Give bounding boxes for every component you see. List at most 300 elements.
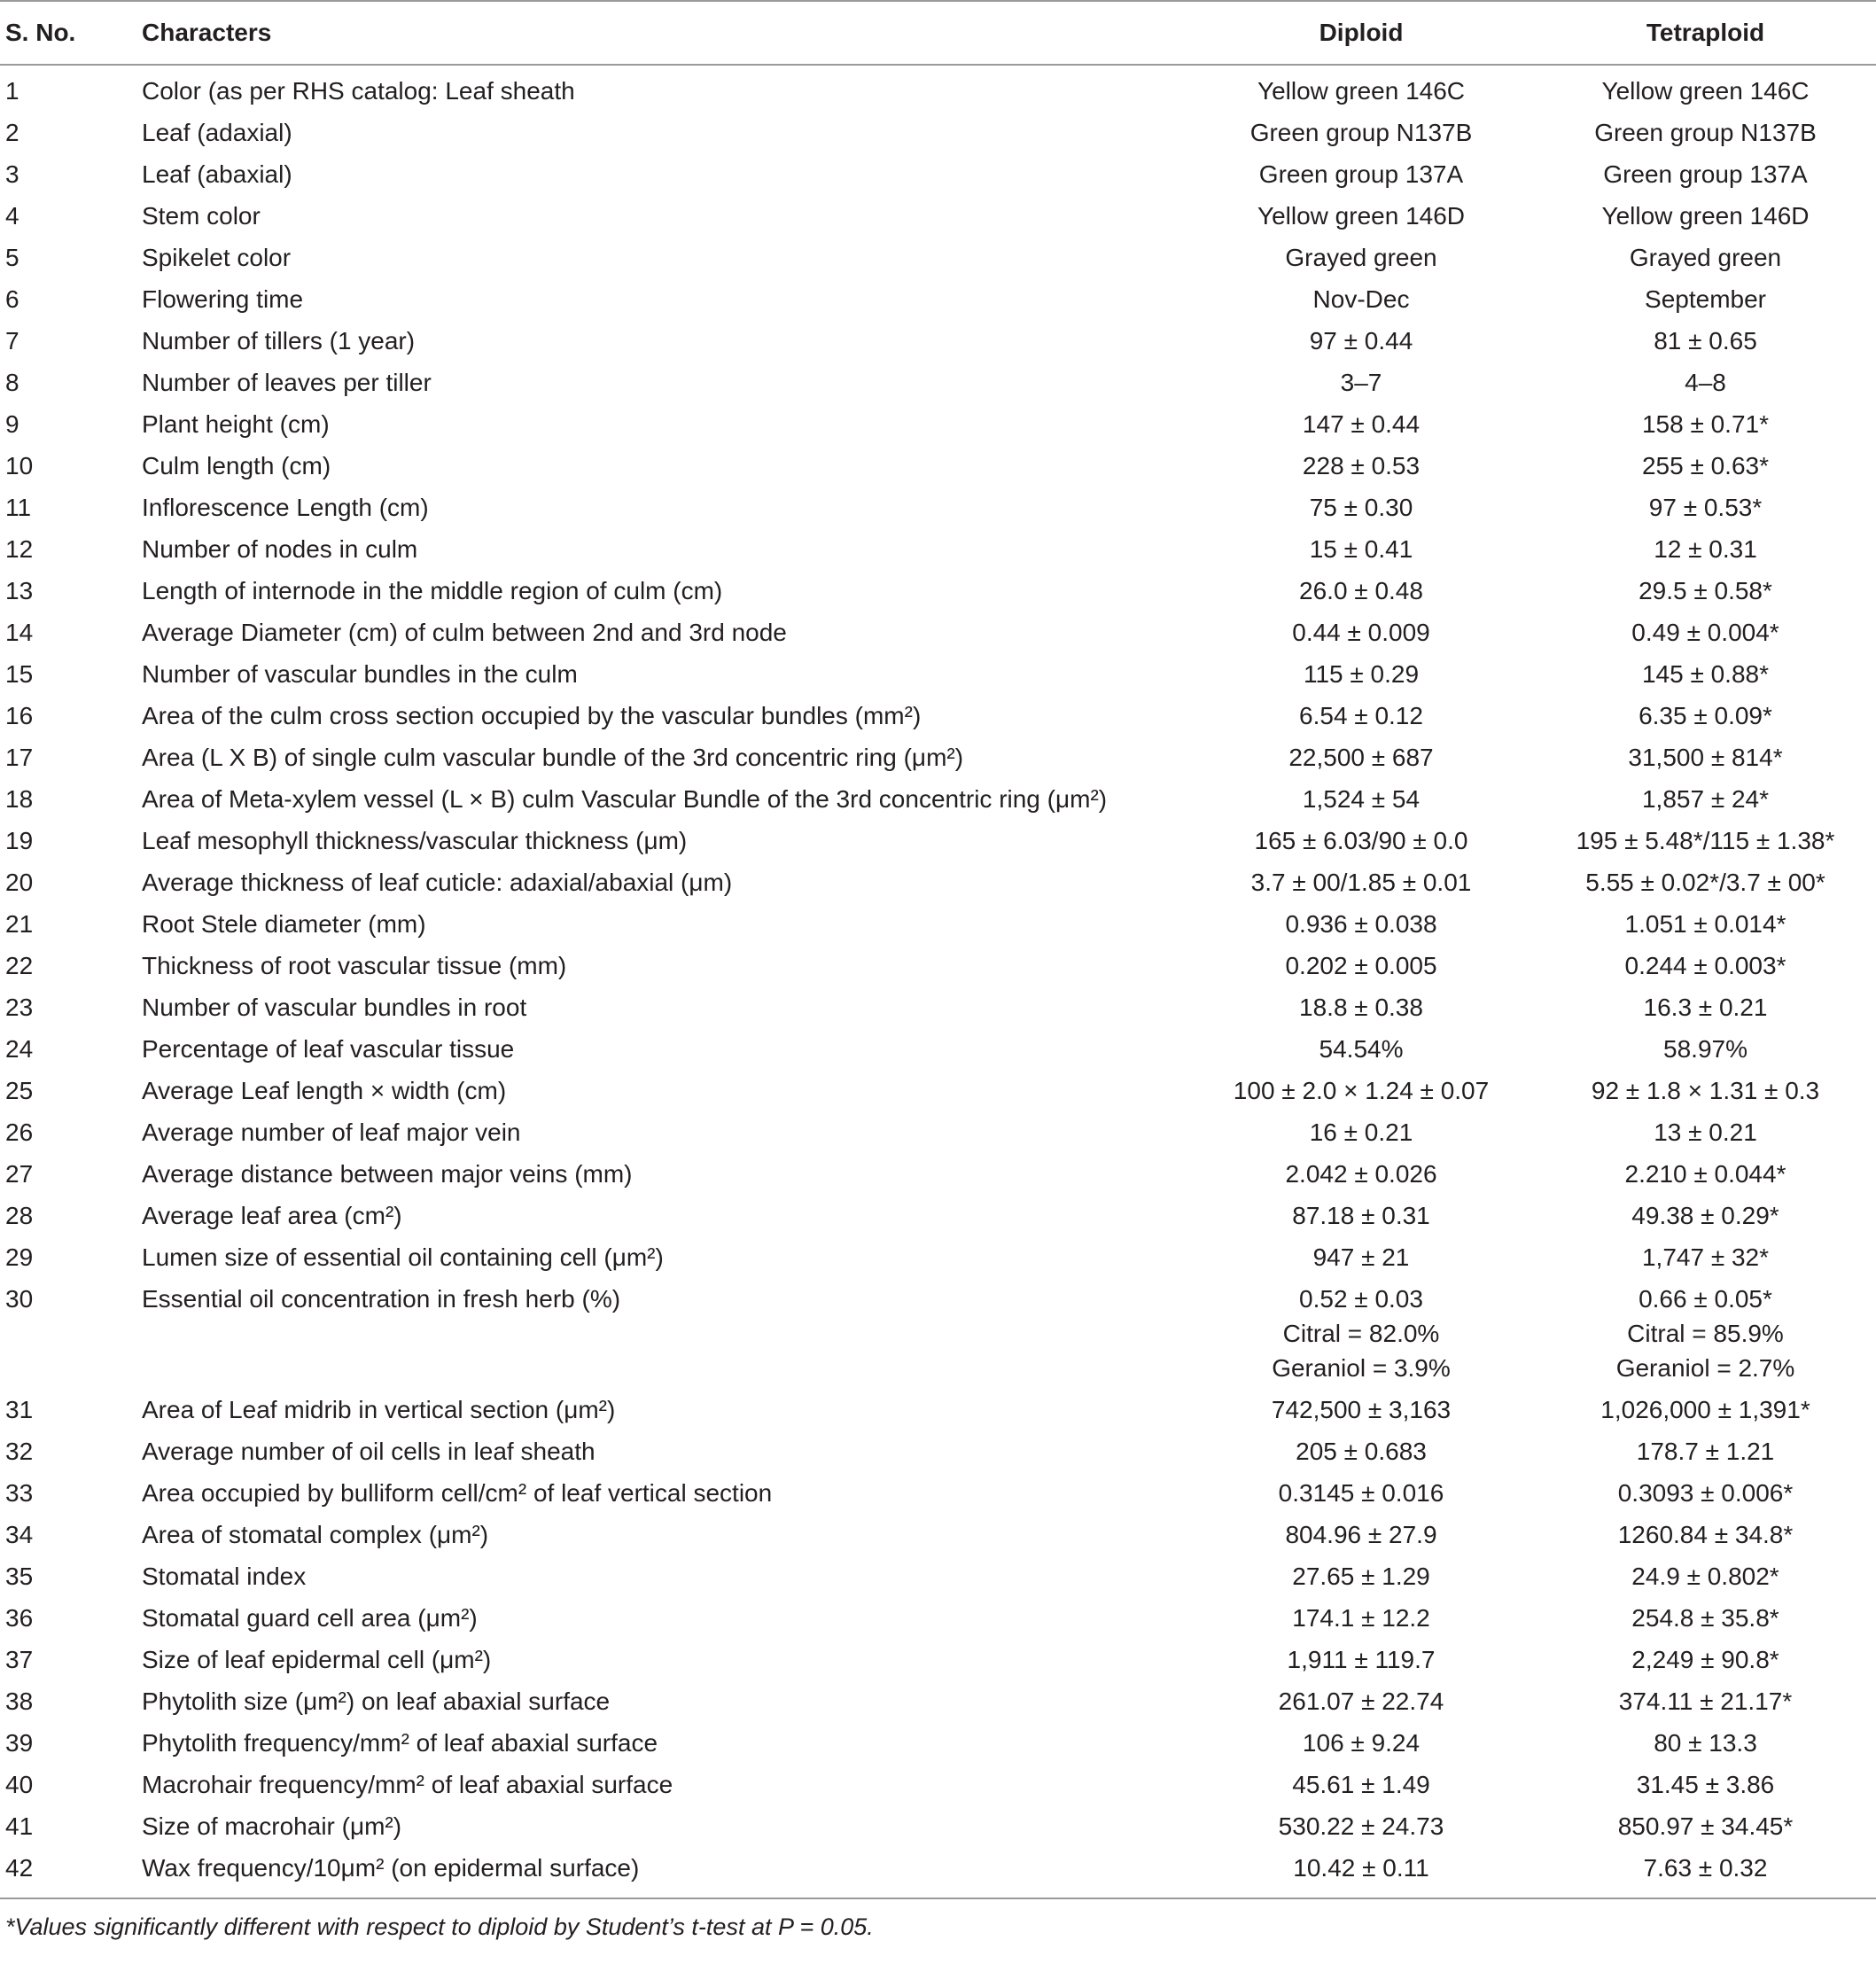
diploid-value bbox=[1187, 820, 1535, 861]
table-row bbox=[0, 653, 1876, 695]
table-row bbox=[0, 1555, 1876, 1597]
tetraploid-value-line: 31.45 ± 3.86 bbox=[1636, 1771, 1775, 1798]
row-number: 21 bbox=[5, 910, 34, 938]
tetraploid-value-line: September bbox=[1645, 285, 1766, 313]
diploid-value bbox=[1187, 1847, 1535, 1898]
row-number: 37 bbox=[5, 1646, 34, 1673]
row-number: 9 bbox=[5, 410, 19, 438]
tetraploid-value-line: 97 ± 0.53* bbox=[1648, 494, 1763, 521]
row-character: Inflorescence Length (cm) bbox=[142, 494, 429, 521]
tetraploid-value-line: Green group N137B bbox=[1594, 119, 1817, 146]
table-row bbox=[0, 278, 1876, 320]
table-row bbox=[0, 1597, 1876, 1639]
diploid-value bbox=[1187, 362, 1535, 403]
row-number: 30 bbox=[5, 1285, 34, 1313]
row-number: 6 bbox=[5, 285, 19, 313]
row-character: Stem color bbox=[142, 202, 261, 230]
tetraploid-value bbox=[1535, 1389, 1876, 1430]
table-row bbox=[0, 1389, 1876, 1430]
table-header bbox=[0, 1, 1876, 65]
diploid-value-line: Nov-Dec bbox=[1312, 285, 1410, 313]
diploid-value bbox=[1187, 570, 1535, 612]
tetraploid-value-line: 2.210 ± 0.044* bbox=[1624, 1160, 1786, 1188]
tetraploid-value bbox=[1535, 570, 1876, 612]
header-characters: Characters bbox=[142, 1, 1187, 65]
row-character: Average number of oil cells in leaf sheath bbox=[142, 1438, 595, 1465]
tetraploid-value-line: 1,026,000 ± 1,391* bbox=[1600, 1396, 1810, 1423]
tetraploid-value-line: 31,500 ± 814* bbox=[1628, 744, 1783, 771]
tetraploid-value-line: 13 ± 0.21 bbox=[1654, 1118, 1757, 1146]
diploid-value-line: 0.936 ± 0.038 bbox=[1285, 910, 1437, 938]
diploid-value bbox=[1187, 1764, 1535, 1805]
diploid-value-line: Green group 137A bbox=[1258, 160, 1464, 188]
table-row bbox=[0, 1680, 1876, 1722]
tetraploid-value-line: 1,857 ± 24* bbox=[1641, 785, 1770, 813]
row-character: Thickness of root vascular tissue (mm) bbox=[142, 952, 567, 979]
row-character: Macrohair frequency/mm² of leaf abaxial surface bbox=[142, 1771, 673, 1798]
diploid-value-line: 0.44 ± 0.009 bbox=[1292, 619, 1430, 646]
table-row bbox=[0, 237, 1876, 278]
table-row bbox=[0, 861, 1876, 903]
tetraploid-value bbox=[1535, 1153, 1876, 1195]
tetraploid-value-line: 158 ± 0.71* bbox=[1641, 410, 1770, 438]
table-row bbox=[0, 1514, 1876, 1555]
tetraploid-value-line: 4–8 bbox=[1685, 369, 1726, 396]
diploid-value bbox=[1187, 445, 1535, 487]
tetraploid-value bbox=[1535, 986, 1876, 1028]
tetraploid-value bbox=[1535, 1278, 1876, 1389]
diploid-value-line: 530.22 ± 24.73 bbox=[1278, 1812, 1444, 1840]
table-row bbox=[0, 778, 1876, 820]
tetraploid-value bbox=[1535, 945, 1876, 986]
table-row bbox=[0, 1639, 1876, 1680]
row-number: 15 bbox=[5, 660, 34, 688]
tetraploid-value bbox=[1535, 1195, 1876, 1236]
diploid-value-line: 1,911 ± 119.7 bbox=[1287, 1646, 1436, 1673]
tetraploid-value-line: 6.35 ± 0.09* bbox=[1639, 702, 1772, 729]
tetraploid-value bbox=[1535, 1472, 1876, 1514]
row-number: 35 bbox=[5, 1563, 34, 1590]
row-character: Average leaf area (cm²) bbox=[142, 1202, 402, 1229]
diploid-value-line: 947 ± 21 bbox=[1312, 1243, 1410, 1271]
row-character: Size of macrohair (μm²) bbox=[142, 1812, 402, 1840]
row-character: Essential oil concentration in fresh herb (%) bbox=[142, 1285, 621, 1313]
diploid-value-line: 147 ± 0.44 bbox=[1302, 410, 1421, 438]
row-number: 32 bbox=[5, 1438, 34, 1465]
diploid-value bbox=[1187, 153, 1535, 195]
tetraploid-value bbox=[1535, 1805, 1876, 1847]
table-row bbox=[0, 612, 1876, 653]
tetraploid-value-line: Yellow green 146D bbox=[1601, 202, 1810, 230]
diploid-value-line: Yellow green 146D bbox=[1257, 202, 1466, 230]
row-character: Color (as per RHS catalog: Leaf sheath bbox=[142, 77, 575, 105]
row-character: Average thickness of leaf cuticle: adaxial/abaxial (μm) bbox=[142, 869, 733, 896]
diploid-value-line: 26.0 ± 0.48 bbox=[1299, 577, 1423, 604]
diploid-value bbox=[1187, 1514, 1535, 1555]
table-row bbox=[0, 1111, 1876, 1153]
tetraploid-value bbox=[1535, 1111, 1876, 1153]
table-row bbox=[0, 403, 1876, 445]
row-number: 41 bbox=[5, 1812, 34, 1840]
row-character: Flowering time bbox=[142, 285, 304, 313]
diploid-value bbox=[1187, 112, 1535, 153]
diploid-value-line: 10.42 ± 0.11 bbox=[1293, 1854, 1429, 1882]
header-diploid: Diploid bbox=[1187, 1, 1535, 65]
row-character: Area of stomatal complex (μm²) bbox=[142, 1521, 489, 1548]
row-number: 31 bbox=[5, 1396, 34, 1423]
row-character: Area occupied by bulliform cell/cm² of leaf vertical section bbox=[142, 1479, 773, 1507]
tetraploid-value-line: 12 ± 0.31 bbox=[1654, 535, 1757, 563]
table-row bbox=[0, 320, 1876, 362]
tetraploid-value bbox=[1535, 1847, 1876, 1898]
row-character: Number of tillers (1 year) bbox=[142, 327, 416, 355]
row-number: 29 bbox=[5, 1243, 34, 1271]
table-row bbox=[0, 570, 1876, 612]
diploid-value-line: 3.7 ± 00/1.85 ± 0.01 bbox=[1250, 869, 1472, 896]
tetraploid-value bbox=[1535, 1680, 1876, 1722]
tetraploid-value bbox=[1535, 445, 1876, 487]
diploid-value bbox=[1187, 1680, 1535, 1722]
diploid-value bbox=[1187, 320, 1535, 362]
table-row bbox=[0, 1805, 1876, 1847]
diploid-value-line: 0.52 ± 0.03 bbox=[1299, 1285, 1423, 1313]
diploid-value-line: 87.18 ± 0.31 bbox=[1292, 1202, 1430, 1229]
tetraploid-value bbox=[1535, 403, 1876, 445]
table-row bbox=[0, 1764, 1876, 1805]
tetraploid-value-line: 81 ± 0.65 bbox=[1654, 327, 1757, 355]
diploid-value bbox=[1187, 612, 1535, 653]
tetraploid-value bbox=[1535, 1555, 1876, 1597]
table-row bbox=[0, 1236, 1876, 1278]
tetraploid-value-line: 92 ± 1.8 × 1.31 ± 0.3 bbox=[1591, 1077, 1820, 1104]
row-number: 26 bbox=[5, 1118, 34, 1146]
diploid-value-line: 0.202 ± 0.005 bbox=[1285, 952, 1437, 979]
tetraploid-value bbox=[1535, 528, 1876, 570]
diploid-value bbox=[1187, 487, 1535, 528]
row-character: Number of nodes in culm bbox=[142, 535, 418, 563]
row-number: 23 bbox=[5, 994, 34, 1021]
row-number: 40 bbox=[5, 1771, 34, 1798]
row-character: Area (L X B) of single culm vascular bundle of the 3rd concentric ring (μm²) bbox=[142, 744, 964, 771]
table-row bbox=[0, 362, 1876, 403]
header-tetraploid: Tetraploid bbox=[1535, 1, 1876, 65]
diploid-value-line: 22,500 ± 687 bbox=[1288, 744, 1434, 771]
diploid-value bbox=[1187, 1236, 1535, 1278]
tetraploid-value-line: Citral = 85.9% bbox=[1627, 1320, 1784, 1347]
tetraploid-value bbox=[1535, 695, 1876, 736]
table-row bbox=[0, 820, 1876, 861]
diploid-value bbox=[1187, 1639, 1535, 1680]
diploid-value bbox=[1187, 653, 1535, 695]
row-character: Phytolith frequency/mm² of leaf abaxial surface bbox=[142, 1729, 658, 1757]
tetraploid-value bbox=[1535, 153, 1876, 195]
row-number: 10 bbox=[5, 452, 34, 479]
tetraploid-value bbox=[1535, 195, 1876, 237]
table-row bbox=[0, 1430, 1876, 1472]
table-row bbox=[0, 1847, 1876, 1898]
table-footnote: *Values significantly different with respect to diploid by Student’s t-test at P = 0.05. bbox=[5, 1913, 874, 1940]
row-number: 4 bbox=[5, 202, 19, 230]
tetraploid-value-line: 0.244 ± 0.003* bbox=[1624, 952, 1786, 979]
diploid-value-line: Citral = 82.0% bbox=[1282, 1320, 1440, 1347]
diploid-value-line: 18.8 ± 0.38 bbox=[1299, 994, 1423, 1021]
row-number: 1 bbox=[5, 77, 19, 105]
tetraploid-value bbox=[1535, 320, 1876, 362]
table-row bbox=[0, 1153, 1876, 1195]
diploid-value bbox=[1187, 1389, 1535, 1430]
tetraploid-value bbox=[1535, 612, 1876, 653]
row-number: 13 bbox=[5, 577, 34, 604]
tetraploid-value-line: 195 ± 5.48*/115 ± 1.38* bbox=[1576, 827, 1835, 854]
table-row bbox=[0, 945, 1876, 986]
diploid-value bbox=[1187, 195, 1535, 237]
table-row bbox=[0, 1195, 1876, 1236]
tetraploid-value bbox=[1535, 778, 1876, 820]
table-row bbox=[0, 1722, 1876, 1764]
diploid-value bbox=[1187, 1597, 1535, 1639]
diploid-value bbox=[1187, 986, 1535, 1028]
tetraploid-value bbox=[1535, 487, 1876, 528]
table-row bbox=[0, 65, 1876, 112]
diploid-value-line: 97 ± 0.44 bbox=[1309, 327, 1413, 355]
diploid-value-line: 1,524 ± 54 bbox=[1302, 785, 1421, 813]
diploid-value-line: 0.3145 ± 0.016 bbox=[1278, 1479, 1444, 1507]
table-row bbox=[0, 1028, 1876, 1070]
tetraploid-value bbox=[1535, 1430, 1876, 1472]
header-row bbox=[0, 1, 1876, 65]
diploid-value-line: 100 ± 2.0 × 1.24 ± 0.07 bbox=[1233, 1077, 1490, 1104]
row-character: Stomatal index bbox=[142, 1563, 307, 1590]
table-row bbox=[0, 112, 1876, 153]
tetraploid-value-line: Grayed green bbox=[1629, 244, 1782, 271]
tetraploid-value bbox=[1535, 1722, 1876, 1764]
row-character: Area of Leaf midrib in vertical section (μm²) bbox=[142, 1396, 616, 1423]
tetraploid-value bbox=[1535, 1028, 1876, 1070]
tetraploid-value-line: 58.97% bbox=[1663, 1035, 1748, 1063]
tetraploid-value-line: 1.051 ± 0.014* bbox=[1624, 910, 1786, 938]
diploid-value bbox=[1187, 903, 1535, 945]
diploid-value bbox=[1187, 65, 1535, 112]
tetraploid-value-line: 0.49 ± 0.004* bbox=[1631, 619, 1779, 646]
row-character: Wax frequency/10μm² (on epidermal surface) bbox=[142, 1847, 1187, 1898]
diploid-value bbox=[1187, 1070, 1535, 1111]
diploid-value-line: 27.65 ± 1.29 bbox=[1292, 1563, 1430, 1590]
row-number: 8 bbox=[5, 369, 19, 396]
diploid-value-line: 106 ± 9.24 bbox=[1302, 1729, 1421, 1757]
tetraploid-value-line: 178.7 ± 1.21 bbox=[1636, 1438, 1775, 1465]
table-row bbox=[0, 195, 1876, 237]
tetraploid-value-line: 374.11 ± 21.17* bbox=[1618, 1687, 1793, 1715]
diploid-value-line: 205 ± 0.683 bbox=[1296, 1438, 1427, 1465]
row-character: Number of vascular bundles in root bbox=[142, 994, 527, 1021]
row-character: Culm length (cm) bbox=[142, 452, 331, 479]
row-character: Length of internode in the middle region of culm (cm) bbox=[142, 577, 723, 604]
table-row bbox=[0, 695, 1876, 736]
table-row bbox=[0, 1472, 1876, 1514]
diploid-value-line: 228 ± 0.53 bbox=[1302, 452, 1421, 479]
diploid-value bbox=[1187, 1430, 1535, 1472]
diploid-value-line: 261.07 ± 22.74 bbox=[1278, 1687, 1444, 1715]
tetraploid-value bbox=[1535, 1070, 1876, 1111]
diploid-value-line: 174.1 ± 12.2 bbox=[1292, 1604, 1430, 1632]
tetraploid-value-line: 80 ± 13.3 bbox=[1654, 1729, 1757, 1757]
row-number: 19 bbox=[5, 827, 34, 854]
diploid-value-line: 45.61 ± 1.49 bbox=[1292, 1771, 1430, 1798]
row-character: Leaf (adaxial) bbox=[142, 119, 292, 146]
diploid-value-line: 742,500 ± 3,163 bbox=[1271, 1396, 1452, 1423]
row-character: Average number of leaf major vein bbox=[142, 1118, 521, 1146]
diploid-value-line: 16 ± 0.21 bbox=[1309, 1118, 1413, 1146]
tetraploid-value bbox=[1535, 1514, 1876, 1555]
table-row bbox=[0, 1070, 1876, 1111]
diploid-value bbox=[1187, 1195, 1535, 1236]
diploid-value bbox=[1187, 945, 1535, 986]
diploid-value bbox=[1187, 278, 1535, 320]
table-row bbox=[0, 153, 1876, 195]
diploid-value bbox=[1187, 1805, 1535, 1847]
tetraploid-value bbox=[1535, 736, 1876, 778]
tetraploid-value-line: 254.8 ± 35.8* bbox=[1631, 1604, 1779, 1632]
row-number: 24 bbox=[5, 1035, 34, 1063]
tetraploid-value-line: 145 ± 0.88* bbox=[1641, 660, 1770, 688]
row-character: Average Diameter (cm) of culm between 2nd and 3rd node bbox=[142, 619, 787, 646]
row-character: Root Stele diameter (mm) bbox=[142, 910, 426, 938]
row-character: Area of Meta-xylem vessel (L × B) culm Vascular Bundle of the 3rd concentric ring (μm²) bbox=[142, 785, 1108, 813]
diploid-value-line: 2.042 ± 0.026 bbox=[1285, 1160, 1437, 1188]
tetraploid-value-line: 255 ± 0.63* bbox=[1641, 452, 1770, 479]
diploid-value bbox=[1187, 778, 1535, 820]
diploid-value-line: 3–7 bbox=[1340, 369, 1382, 396]
tetraploid-value-line: 0.3093 ± 0.006* bbox=[1617, 1479, 1794, 1507]
diploid-value bbox=[1187, 528, 1535, 570]
diploid-value bbox=[1187, 403, 1535, 445]
row-number: 7 bbox=[5, 327, 19, 355]
tetraploid-value-line: 850.97 ± 34.45* bbox=[1617, 1812, 1794, 1840]
row-character: Plant height (cm) bbox=[142, 410, 330, 438]
row-number: 3 bbox=[5, 160, 19, 188]
tetraploid-value bbox=[1535, 820, 1876, 861]
diploid-value bbox=[1187, 861, 1535, 903]
row-number: 12 bbox=[5, 535, 34, 563]
tetraploid-value bbox=[1535, 237, 1876, 278]
table-body bbox=[0, 65, 1876, 1898]
tetraploid-value-line: Geraniol = 2.7% bbox=[1615, 1354, 1795, 1382]
diploid-value bbox=[1187, 695, 1535, 736]
tetraploid-value bbox=[1535, 65, 1876, 112]
row-number: 34 bbox=[5, 1521, 34, 1548]
tetraploid-value-line: 1,747 ± 32* bbox=[1641, 1243, 1770, 1271]
table-row bbox=[0, 487, 1876, 528]
row-number: 5 bbox=[5, 244, 19, 271]
row-number: 2 bbox=[5, 119, 19, 146]
diploid-value bbox=[1187, 237, 1535, 278]
row-character: Average Leaf length × width (cm) bbox=[142, 1077, 507, 1104]
diploid-value-line: 15 ± 0.41 bbox=[1309, 535, 1413, 563]
diploid-value-line: 75 ± 0.30 bbox=[1309, 494, 1413, 521]
row-number: 17 bbox=[5, 744, 34, 771]
diploid-value bbox=[1187, 1472, 1535, 1514]
diploid-value bbox=[1187, 1111, 1535, 1153]
tetraploid-value bbox=[1535, 362, 1876, 403]
row-number: 39 bbox=[5, 1729, 34, 1757]
row-number: 11 bbox=[5, 494, 32, 521]
tetraploid-value-line: 29.5 ± 0.58* bbox=[1639, 577, 1772, 604]
tetraploid-value bbox=[1535, 903, 1876, 945]
diploid-value-line: 6.54 ± 0.12 bbox=[1299, 702, 1423, 729]
tetraploid-value bbox=[1535, 861, 1876, 903]
diploid-value bbox=[1187, 1722, 1535, 1764]
tetraploid-value-line: 16.3 ± 0.21 bbox=[1643, 994, 1768, 1021]
diploid-value-line: Grayed green bbox=[1285, 244, 1437, 271]
row-character: Stomatal guard cell area (μm²) bbox=[142, 1604, 478, 1632]
diploid-value bbox=[1187, 736, 1535, 778]
row-character: Number of vascular bundles in the culm bbox=[142, 660, 578, 688]
row-number: 28 bbox=[5, 1202, 34, 1229]
row-number: 16 bbox=[5, 702, 34, 729]
row-number: 38 bbox=[5, 1687, 34, 1715]
tetraploid-value bbox=[1535, 1236, 1876, 1278]
tetraploid-value-line: 5.55 ± 0.02*/3.7 ± 00* bbox=[1585, 869, 1825, 896]
tetraploid-value bbox=[1535, 653, 1876, 695]
table-row bbox=[0, 736, 1876, 778]
row-number: 18 bbox=[5, 785, 34, 813]
tetraploid-value bbox=[1535, 1639, 1876, 1680]
row-character: Leaf mesophyll thickness/vascular thickness (μm) bbox=[142, 827, 688, 854]
table-row bbox=[0, 1278, 1876, 1389]
tetraploid-value-line: 7.63 ± 0.32 bbox=[1643, 1854, 1768, 1882]
tetraploid-value-line: 0.66 ± 0.05* bbox=[1639, 1285, 1772, 1313]
diploid-value bbox=[1187, 1028, 1535, 1070]
row-number: 22 bbox=[5, 952, 34, 979]
row-character: Area of the culm cross section occupied by the vascular bundles (mm²) bbox=[142, 702, 922, 729]
row-character: Percentage of leaf vascular tissue bbox=[142, 1035, 515, 1063]
row-character: Size of leaf epidermal cell (μm²) bbox=[142, 1646, 492, 1673]
row-number: 20 bbox=[5, 869, 34, 896]
row-number: 33 bbox=[5, 1479, 34, 1507]
row-character: Spikelet color bbox=[142, 244, 292, 271]
diploid-value-line: 804.96 ± 27.9 bbox=[1285, 1521, 1437, 1548]
tetraploid-value bbox=[1535, 1764, 1876, 1805]
header-sno: S. No. bbox=[0, 1, 142, 65]
diploid-value bbox=[1187, 1555, 1535, 1597]
row-character: Number of leaves per tiller bbox=[142, 369, 432, 396]
tetraploid-value-line: 49.38 ± 0.29* bbox=[1631, 1202, 1779, 1229]
diploid-value-line: Green group N137B bbox=[1249, 119, 1473, 146]
row-number: 25 bbox=[5, 1077, 34, 1104]
table-row bbox=[0, 528, 1876, 570]
tetraploid-value-line: Green group 137A bbox=[1603, 160, 1808, 188]
row-character: Lumen size of essential oil containing cell (μm²) bbox=[142, 1243, 664, 1271]
row-number: 36 bbox=[5, 1604, 34, 1632]
tetraploid-value-line: 2,249 ± 90.8* bbox=[1631, 1646, 1779, 1673]
tetraploid-value-line: Yellow green 146C bbox=[1601, 77, 1810, 105]
diploid-value-line: Yellow green 146C bbox=[1257, 77, 1466, 105]
row-number: 42 bbox=[0, 1847, 142, 1898]
tetraploid-value bbox=[1535, 1597, 1876, 1639]
diploid-value-line: 115 ± 0.29 bbox=[1303, 660, 1420, 688]
table-row bbox=[0, 986, 1876, 1028]
diploid-value-line: 54.54% bbox=[1319, 1035, 1404, 1063]
tetraploid-value bbox=[1535, 112, 1876, 153]
row-character: Average distance between major veins (mm) bbox=[142, 1160, 633, 1188]
row-number: 27 bbox=[5, 1160, 34, 1188]
row-character: Phytolith size (μm²) on leaf abaxial surface bbox=[142, 1687, 611, 1715]
table-row bbox=[0, 903, 1876, 945]
row-character: Leaf (abaxial) bbox=[142, 160, 292, 188]
row-number: 14 bbox=[5, 619, 34, 646]
diploid-value bbox=[1187, 1278, 1535, 1389]
tetraploid-value-line: 1260.84 ± 34.8* bbox=[1617, 1521, 1794, 1548]
